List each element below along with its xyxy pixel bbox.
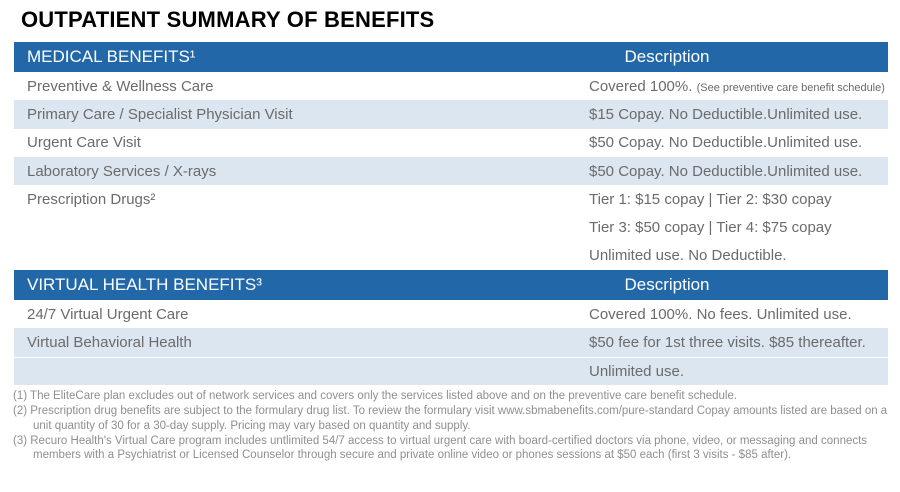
table-row-prescription-drugs-limits (14, 242, 888, 270)
medical-benefits-section-header (14, 42, 888, 72)
table-row-laboratory-xrays (14, 157, 888, 185)
table-row-virtual-behavioral-health (14, 328, 888, 356)
benefit-description: Tier 1: $15 copay | Tier 2: $30 copay (589, 190, 832, 208)
benefit-label: 24/7 Virtual Urgent Care (27, 305, 189, 323)
benefit-label: Urgent Care Visit (27, 134, 141, 152)
table-row-preventive-wellness-care (14, 72, 888, 100)
table-row-urgent-care-visit (14, 129, 888, 157)
virtual-description-column-header: Description (624, 275, 710, 295)
benefit-description-note: (See preventive care benefit schedule) (696, 81, 885, 94)
benefit-label: Virtual Behavioral Health (27, 334, 192, 352)
table-row-virtual-urgent-care (14, 300, 888, 328)
table-row-primary-care (14, 100, 888, 128)
benefit-label: Primary Care / Specialist Physician Visit (27, 105, 293, 123)
footnotes (13, 389, 890, 463)
table-row-virtual-behavioral-health-limits (14, 357, 888, 385)
footnote-2: (2) Prescription drug benefits are subject to the formulary drug list. To review the formulary visit www.sbmabenefits.com/pure-standard Copay amounts listed are based on a unit quantity of 30 for a 30-day supply. Pricing may vary based on quantity and supply. (13, 405, 888, 432)
benefit-label: Prescription Drugs² (27, 190, 156, 208)
benefit-description: $50 fee for 1st three visits. $85 thereafter. (589, 334, 866, 352)
benefit-label: Laboratory Services / X-rays (27, 162, 217, 180)
footnote-1: (1) The EliteCare plan excludes out of network services and covers only the services listed above and on the preventive care benefit schedule. (13, 390, 738, 402)
virtual-health-header-label: VIRTUAL HEALTH BENEFITS³ (27, 275, 262, 295)
table-row-prescription-drugs-tiers (14, 213, 888, 241)
benefit-description: $15 Copay. No Deductible.Unlimited use. (589, 105, 863, 123)
benefit-description (589, 78, 888, 95)
benefit-description-main: Covered 100%. (589, 77, 693, 95)
page-title: OUTPATIENT SUMMARY OF BENEFITS (21, 7, 435, 32)
footnote-3: (3) Recuro Health's Virtual Care program includes untlimited 54/7 access to virtual urgent care with board-certified doctors via phone, video, or messaging and connects members with a Psychiatrist or Licensed Counselor through secure and private online video or phones sessions at $50 each (first 3 visits - $85 after). (13, 434, 868, 462)
benefit-description: Unlimited use. (589, 362, 685, 380)
benefit-description: $50 Copay. No Deductible.Unlimited use. (589, 162, 863, 180)
medical-benefits-header-label: MEDICAL BENEFITS¹ (27, 47, 196, 66)
benefit-description: Covered 100%. No fees. Unlimited use. (589, 305, 852, 323)
table-row-prescription-drugs (14, 185, 888, 213)
virtual-health-benefits-section-header (14, 270, 888, 300)
benefit-label: Preventive & Wellness Care (27, 77, 214, 95)
benefit-description: Tier 3: $50 copay | Tier 4: $75 copay (589, 219, 832, 237)
benefits-table (14, 42, 888, 385)
benefit-description: $50 Copay. No Deductible.Unlimited use. (589, 134, 863, 152)
benefit-description: Unlimited use. No Deductible. (589, 247, 787, 265)
medical-description-column-header: Description (624, 47, 710, 66)
